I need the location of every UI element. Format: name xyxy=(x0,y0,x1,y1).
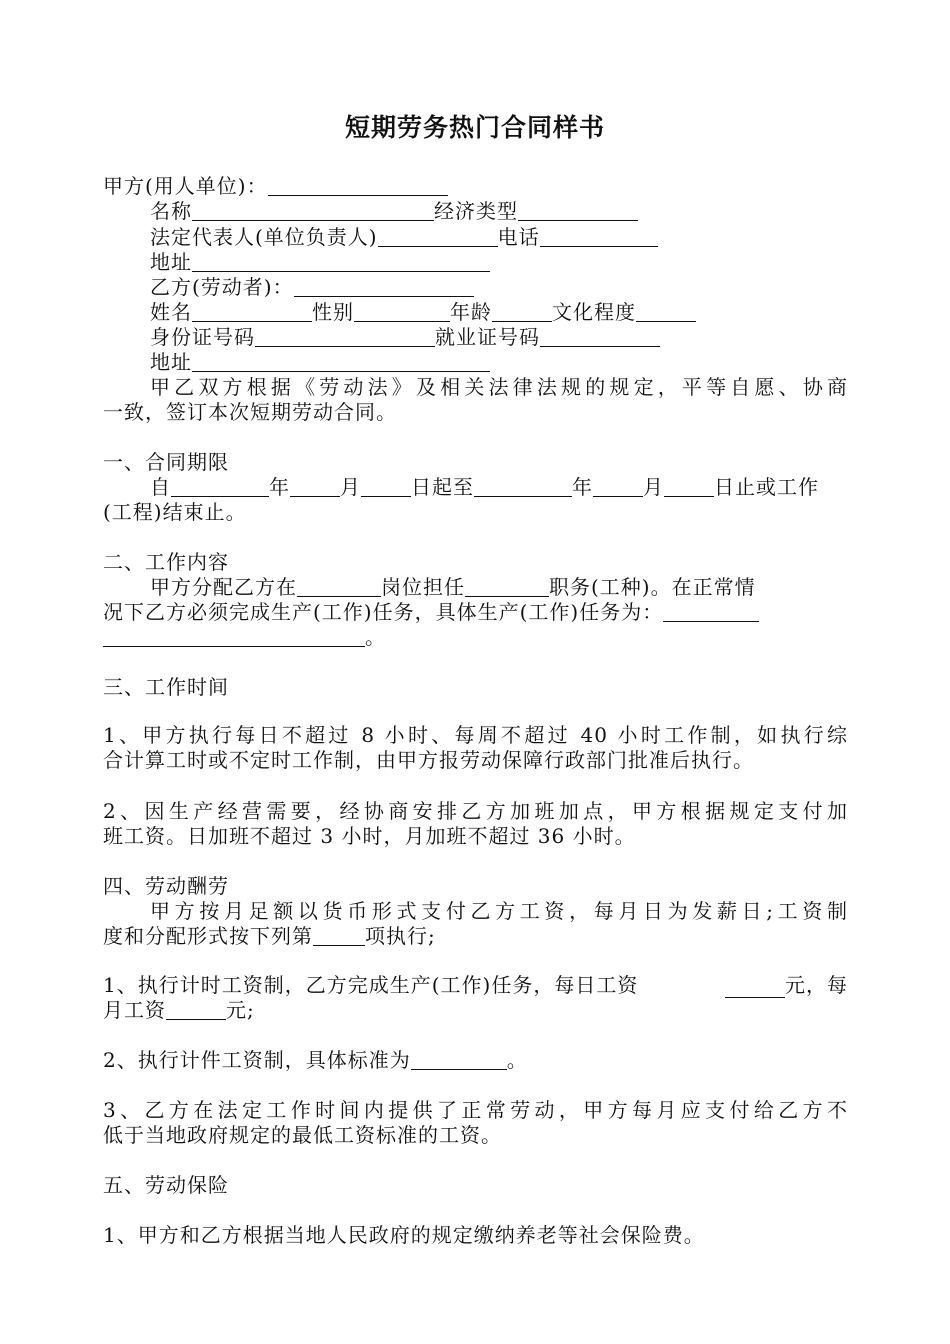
phone-label: 电话 xyxy=(497,225,540,249)
sec3-p1-line-1: 1、甲方执行每日不超过 8 小时、每周不超过 40 小时工作制，如执行综 xyxy=(103,723,848,747)
blank-field xyxy=(725,977,785,998)
sec4-p0-line-2 xyxy=(103,923,436,949)
blank-field xyxy=(465,576,549,597)
year-label: 年 xyxy=(269,475,290,499)
sec2-text-b: 岗位担任 xyxy=(381,575,465,599)
day-from-label: 日起至 xyxy=(411,475,474,499)
party-a-name-label: 名称 xyxy=(150,199,192,223)
blank-field xyxy=(192,200,434,221)
sec3-p2-line-2: 班工资。日加班不超过 3 小时，月加班不超过 36 小时。 xyxy=(103,824,636,848)
sec1-heading: 一、合同期限 xyxy=(103,450,229,474)
party-a-label: 甲方(用人单位)： xyxy=(103,174,268,198)
blank-field xyxy=(492,301,552,322)
year-label: 年 xyxy=(572,475,593,499)
sec4-p1-text: 1、执行计时工资制，乙方完成生产(工作)任务，每日工资 xyxy=(103,973,639,997)
sec4-text: 项执行; xyxy=(365,924,436,948)
sec3-p2-line-1: 2、因生产经营需要，经协商安排乙方加班加点，甲方根据规定支付加 xyxy=(103,799,848,823)
blank-field xyxy=(474,476,572,497)
sec4-heading: 四、劳动酬劳 xyxy=(103,874,229,898)
sec4-p1-line-2 xyxy=(103,997,255,1023)
blank-field xyxy=(294,276,474,297)
party-b-label: 乙方(劳动者)： xyxy=(150,275,294,299)
blank-field xyxy=(354,301,450,322)
sec4-p0-line-1: 甲方按月足额以货币形式支付乙方工资，每月日为发薪日;工资制 xyxy=(150,899,848,923)
party-a-line xyxy=(103,173,448,199)
work-permit-label: 就业证号码 xyxy=(435,325,540,349)
blank-field xyxy=(540,326,660,347)
sec2-text-c: 职务(工种)。在正常情 xyxy=(549,575,756,599)
gender-label: 性别 xyxy=(312,300,354,324)
party-b-name-label: 姓名 xyxy=(150,300,192,324)
sec1-line-2: (工程)结束止。 xyxy=(103,500,247,524)
sec4-p1-text: 月工资 xyxy=(103,998,166,1022)
blank-field xyxy=(290,476,340,497)
party-a-name-line xyxy=(150,198,638,224)
blank-field xyxy=(313,925,365,946)
id-line xyxy=(150,324,660,350)
sec3-p1-line-2: 合计算工时或不定时工作制，由甲方报劳动保障行政部门批准后执行。 xyxy=(103,748,754,772)
blank-field xyxy=(192,251,490,272)
sec3-heading: 三、工作时间 xyxy=(103,675,229,699)
month-label: 月 xyxy=(340,475,361,499)
sec2-line-1 xyxy=(150,574,756,600)
sec5-p1: 1、甲方和乙方根据当地人民政府的规定缴纳养老等社会保险费。 xyxy=(103,1223,705,1247)
sec4-p1-text: 元; xyxy=(226,998,255,1022)
blank-field xyxy=(268,175,448,196)
document-title: 短期劳务热门合同样书 xyxy=(344,113,605,142)
month-label: 月 xyxy=(643,475,664,499)
blank-field xyxy=(166,999,226,1020)
from-label: 自 xyxy=(150,475,171,499)
day-to-label: 日止或工作 xyxy=(714,475,819,499)
sec4-p2-text: 2、执行计件工资制，具体标准为 xyxy=(103,1048,411,1072)
party-b-line xyxy=(150,274,474,300)
sec1-line-1 xyxy=(150,474,819,500)
blank-field xyxy=(297,576,381,597)
blank-field xyxy=(171,476,269,497)
blank-field xyxy=(664,476,714,497)
econ-type-label: 经济类型 xyxy=(434,199,518,223)
party-b-address-line xyxy=(150,349,490,375)
age-label: 年龄 xyxy=(450,300,492,324)
party-a-address-label: 地址 xyxy=(150,250,192,274)
blank-field xyxy=(192,301,312,322)
sec2-text-a: 甲方分配乙方在 xyxy=(150,575,297,599)
sec4-p1-line-1 xyxy=(103,972,848,998)
blank-field xyxy=(540,226,658,247)
blank-field xyxy=(663,601,759,622)
blank-field xyxy=(411,1049,507,1070)
sec4-p1-text: 元，每 xyxy=(785,973,848,997)
sec4-text: 度和分配形式按下列第 xyxy=(103,924,313,948)
blank-field xyxy=(518,200,638,221)
sec2-heading: 二、工作内容 xyxy=(103,550,229,574)
party-a-address-line xyxy=(150,249,490,275)
blank-field xyxy=(192,351,490,372)
sec2-line-2 xyxy=(103,599,759,625)
sec4-p2-text: 。 xyxy=(506,1048,528,1072)
sec2-text-line2: 况下乙方必须完成生产(工作)任务，具体生产(工作)任务为： xyxy=(103,600,664,624)
intro-line-1: 甲乙双方根据《劳动法》及相关法律法规的规定，平等自愿、协商 xyxy=(150,375,848,399)
id-no-label: 身份证号码 xyxy=(150,325,255,349)
sec4-p3-line-1: 3、乙方在法定工作时间内提供了正常劳动，甲方每月应支付给乙方不 xyxy=(103,1098,848,1122)
party-b-address-label: 地址 xyxy=(150,350,192,374)
party-b-name-line xyxy=(150,299,696,325)
blank-field xyxy=(361,476,411,497)
blank-field xyxy=(636,301,696,322)
education-label: 文化程度 xyxy=(552,300,636,324)
sec2-line-3 xyxy=(103,624,386,650)
sec5-heading: 五、劳动保险 xyxy=(103,1173,229,1197)
blank-field xyxy=(593,476,643,497)
sec4-p2 xyxy=(103,1047,528,1073)
legal-rep-label: 法定代表人(单位负责人) xyxy=(150,225,378,249)
sec2-end: 。 xyxy=(365,625,386,649)
blank-field xyxy=(255,326,435,347)
sec4-p3-line-2: 低于当地政府规定的最低工资标准的工资。 xyxy=(103,1123,502,1147)
blank-field xyxy=(378,226,498,247)
legal-rep-line xyxy=(150,224,658,250)
intro-line-2: 一致，签订本次短期劳动合同。 xyxy=(103,400,397,424)
blank-field xyxy=(103,626,365,647)
